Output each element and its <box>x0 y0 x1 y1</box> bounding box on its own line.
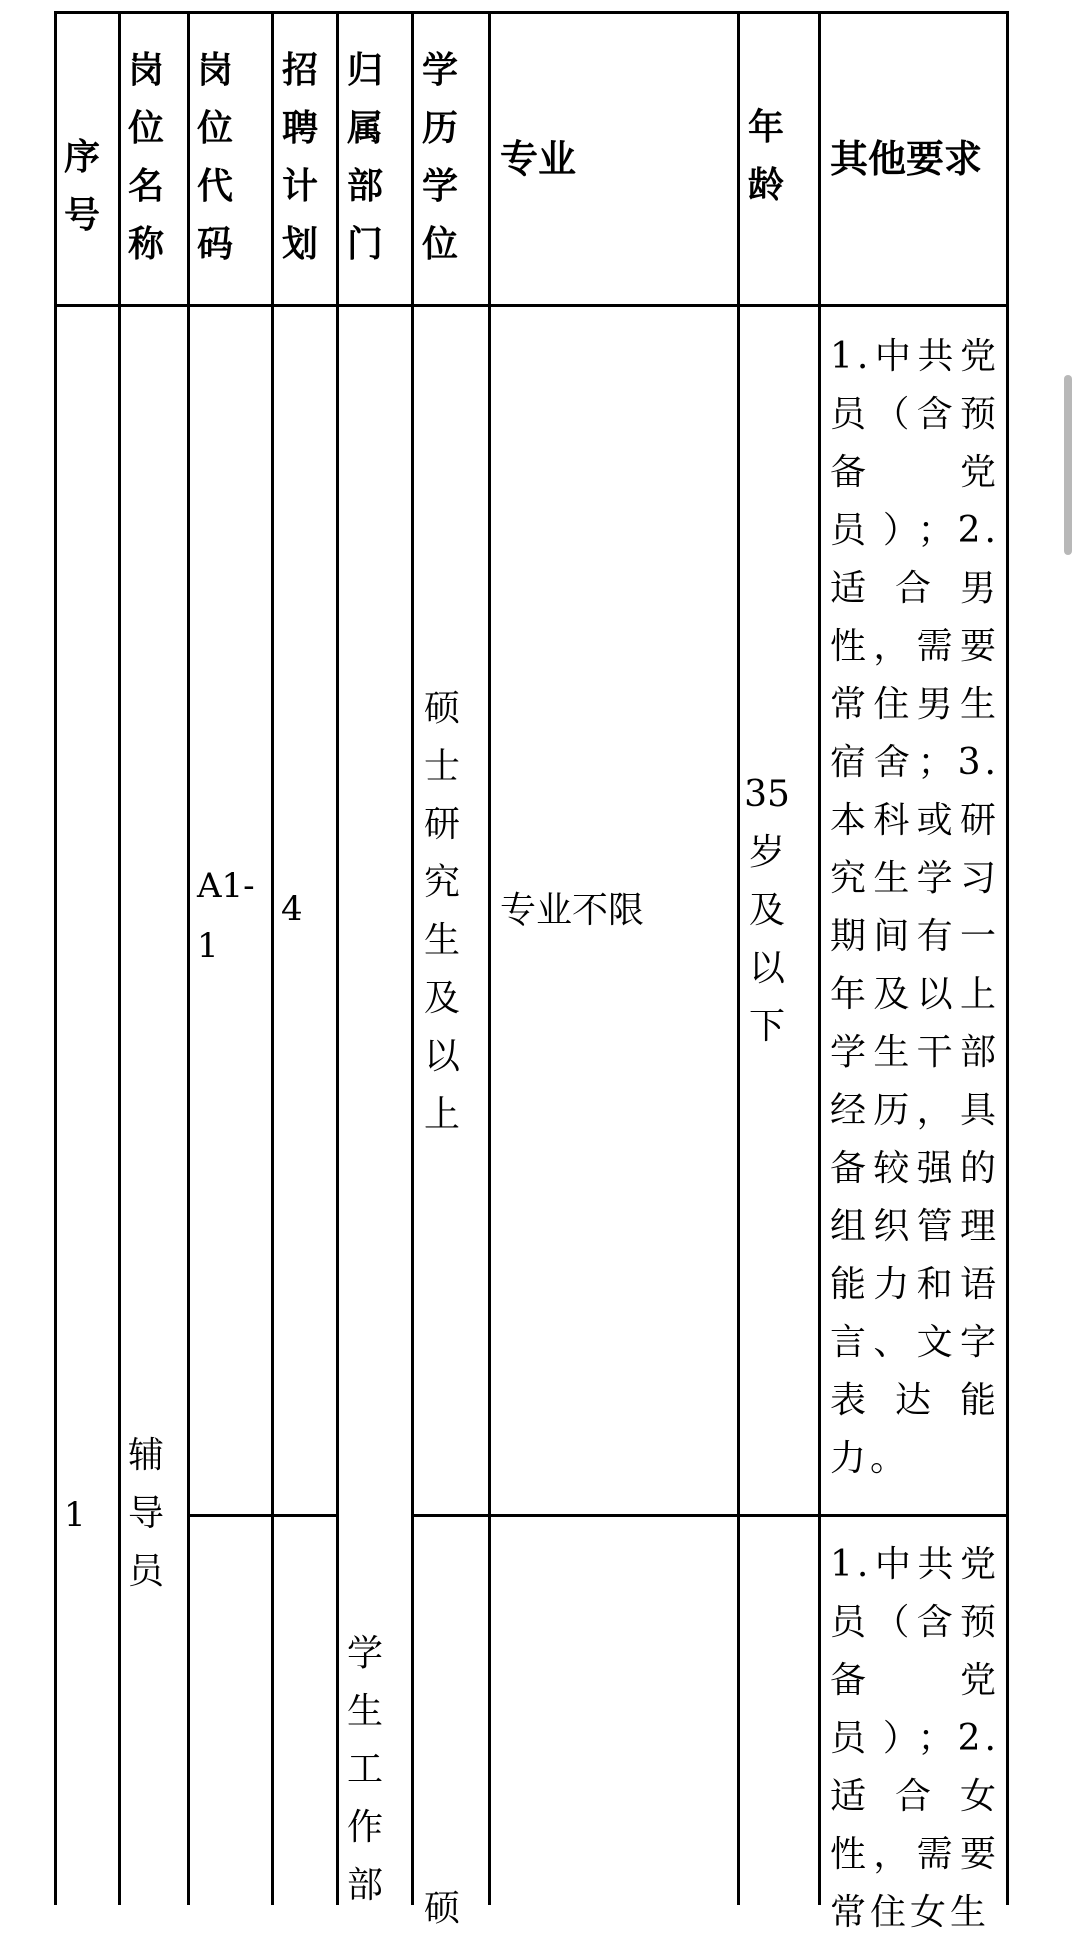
cell-education: 硕士研究生及以上 <box>423 688 460 1135</box>
cell-department: 学生工作部 <box>346 1633 383 1906</box>
header-position-code: 岗位代码 <box>196 50 233 265</box>
header-department: 归属部门 <box>346 50 383 265</box>
col-border-3 <box>271 11 274 1905</box>
cell-position-name: 辅导员 <box>127 1435 164 1592</box>
vertical-scrollbar[interactable] <box>1064 375 1072 555</box>
col-border-4 <box>336 11 339 1905</box>
col-border-8 <box>818 11 821 1905</box>
header-major: 专业 <box>500 137 577 181</box>
header-other: 其他要求 <box>830 137 983 181</box>
subrow-divider-right <box>411 1514 1009 1517</box>
cell-education-2: 硕 <box>423 1888 460 1929</box>
header-education: 学历学位 <box>421 50 458 265</box>
col-border-5 <box>411 11 414 1905</box>
cell-recruit-plan: 4 <box>281 889 303 929</box>
header-age: 年龄 <box>747 107 784 206</box>
col-border-6 <box>488 11 491 1905</box>
table-border-top <box>54 11 1009 14</box>
col-border-7 <box>737 11 740 1905</box>
header-recruit-plan: 招聘计划 <box>281 50 318 265</box>
header-position-name: 岗位名称 <box>127 50 164 265</box>
cell-other-requirements-2: 1.中共党员（含预备党员）；2.适合女性，需要常住女生 <box>830 1544 1000 1933</box>
subrow-divider-left <box>187 1514 337 1517</box>
col-border-0 <box>54 11 57 1905</box>
col-border-2 <box>187 11 190 1905</box>
cell-seq: 1 <box>64 1495 86 1535</box>
cell-age: 35岁及以下 <box>744 774 790 1047</box>
col-border-1 <box>118 11 121 1905</box>
header-seq: 序号 <box>63 137 100 236</box>
cell-other-requirements: 1.中共党员（含预备党员）；2.适合男性，需要常住男生宿舍；3.本科或研究生学习期间有一年及以上学生干部经历，具备较强的组织管理能力和语言、文字表达能力。 <box>830 336 1000 1479</box>
cell-major: 专业不限 <box>500 890 645 931</box>
cell-position-code: A1-1 <box>197 866 255 966</box>
col-border-9 <box>1006 11 1009 1905</box>
header-row-divider <box>54 304 1009 307</box>
